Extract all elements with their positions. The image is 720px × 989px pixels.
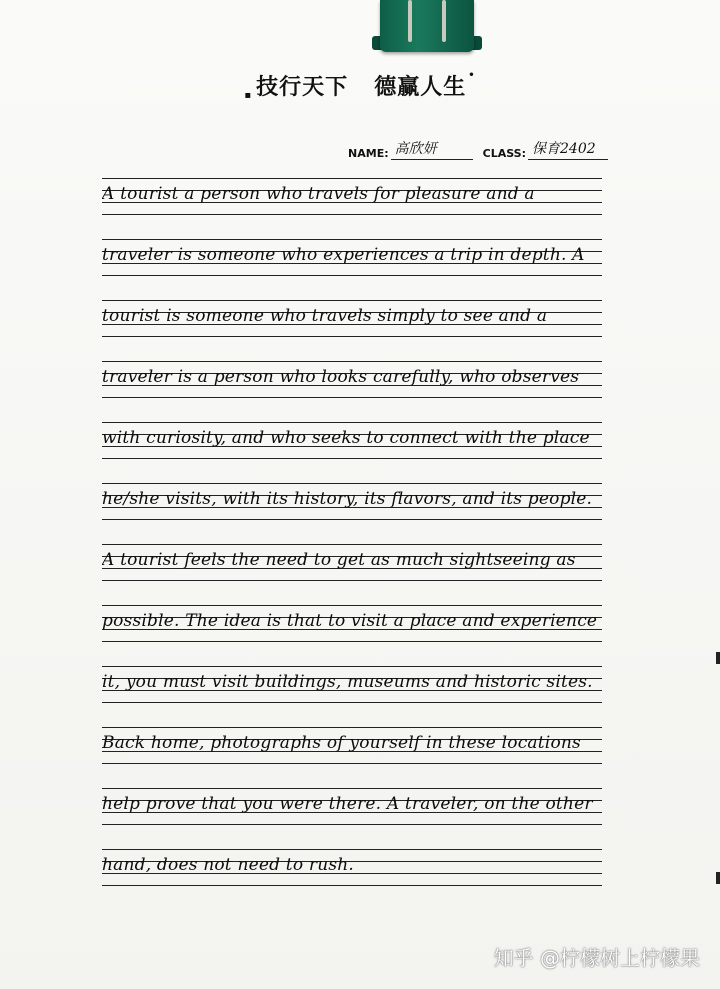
handwritten-text: help prove that you were there. A traveler, on the other xyxy=(102,794,593,814)
text-line xyxy=(102,172,602,233)
ruled-line xyxy=(102,458,602,459)
text-line xyxy=(102,721,602,782)
ruled-line xyxy=(102,214,602,215)
text-line xyxy=(102,782,602,843)
text-line xyxy=(102,599,602,660)
handwritten-text: possible. The idea is that to visit a place and experience xyxy=(102,611,598,631)
motto-right: 德赢人生 xyxy=(374,75,467,100)
motto-ornament: • xyxy=(468,70,476,81)
page-motto xyxy=(0,70,720,101)
text-line xyxy=(102,294,602,355)
ruled-line xyxy=(102,885,602,886)
text-line xyxy=(102,233,602,294)
handwriting-lines xyxy=(102,172,602,904)
ruled-line xyxy=(102,580,602,581)
ruled-line xyxy=(102,763,602,764)
name-label: NAME: xyxy=(348,147,389,160)
motto-ornament: ▪ xyxy=(244,90,253,101)
class-field: 保育2402 xyxy=(528,138,608,160)
text-line xyxy=(102,355,602,416)
ruled-line xyxy=(102,641,602,642)
class-label: CLASS: xyxy=(482,147,526,160)
handwritten-text: with curiosity, and who seeks to connect with the place xyxy=(102,428,590,448)
student-info xyxy=(348,138,608,160)
watermark: 知乎 @柠檬树上柠檬果 xyxy=(493,946,700,970)
ruled-line xyxy=(102,702,602,703)
text-line xyxy=(102,416,602,477)
ruled-line xyxy=(102,275,602,276)
handwritten-text: A tourist a person who travels for pleasure and a xyxy=(102,184,535,204)
handwritten-text: it, you must visit buildings, museums and historic sites. xyxy=(102,672,593,692)
edge-mark xyxy=(716,652,720,664)
handwritten-text: A tourist feels the need to get as much sightseeing as xyxy=(102,550,576,570)
ruled-line xyxy=(102,519,602,520)
binder-clip-wire xyxy=(442,0,446,42)
ruled-line xyxy=(102,824,602,825)
binder-clip xyxy=(380,0,474,52)
handwritten-text: hand, does not need to rush. xyxy=(102,855,355,875)
handwritten-text: he/she visits, with its history, its flavors, and its people. xyxy=(102,489,593,509)
ruled-line xyxy=(102,336,602,337)
motto-left: 技行天下 xyxy=(256,75,349,100)
handwritten-text: Back home, photographs of yourself in these locations xyxy=(102,733,581,753)
text-line xyxy=(102,477,602,538)
ruled-line xyxy=(102,397,602,398)
binder-clip-wire xyxy=(408,0,412,42)
name-field: 高欣妍 xyxy=(391,138,473,160)
edge-mark xyxy=(716,872,720,884)
handwritten-text: traveler is someone who experiences a trip in depth. A xyxy=(102,245,585,265)
handwritten-text: traveler is a person who looks carefully, who observes xyxy=(102,367,580,387)
text-line xyxy=(102,660,602,721)
text-line xyxy=(102,538,602,599)
handwritten-text: tourist is someone who travels simply to see and a xyxy=(102,306,548,326)
text-line xyxy=(102,843,602,904)
